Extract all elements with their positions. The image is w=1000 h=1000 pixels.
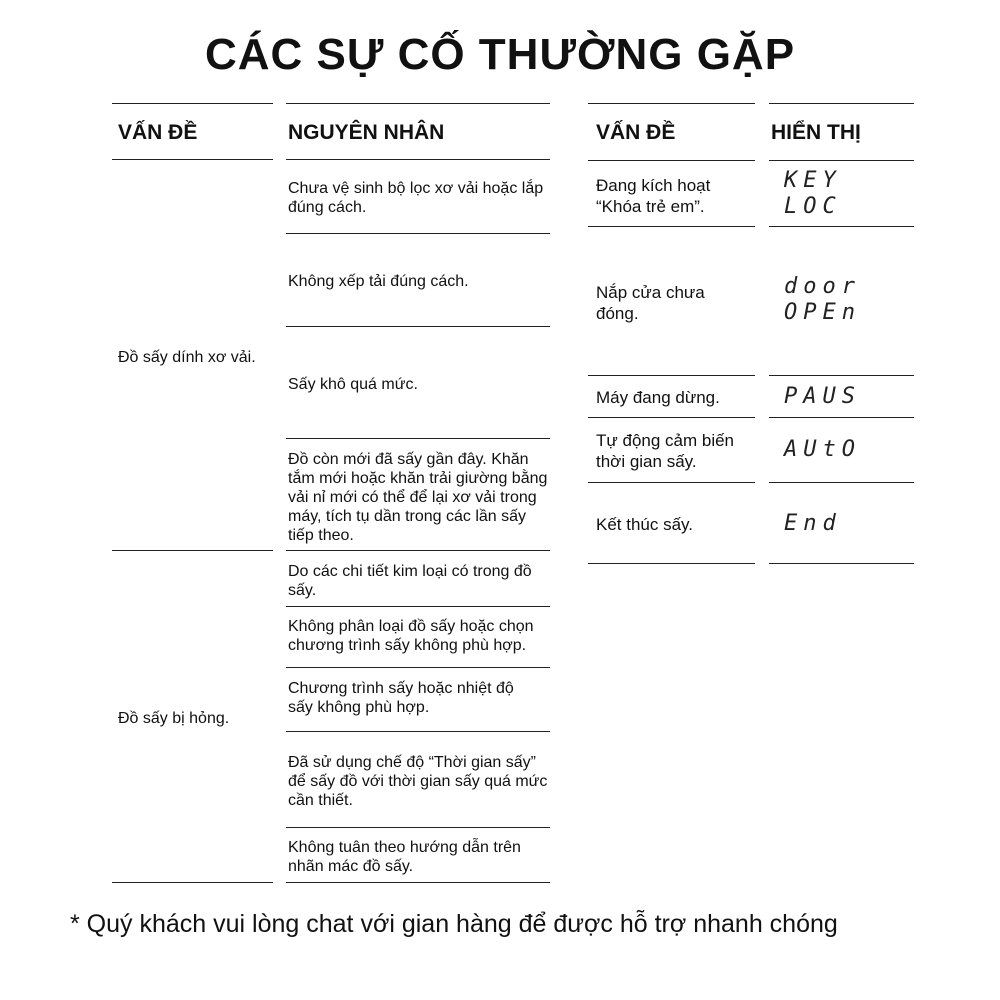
problem-cell: Máy đang dừng. [596,388,720,407]
problem-cell: Nắp cửa chưa đóng. [596,283,705,323]
divider [588,482,755,483]
problem-cell: Đồ sấy bị hỏng. [118,710,230,727]
cause-cell: Đã sử dụng chế độ “Thời gian sấy” để sấy đồ với thời gian sấy quá mức cần thiết. [288,754,548,809]
divider [588,226,755,227]
divider [286,731,550,732]
display-code: door OPEn [784,274,861,325]
problem-cell: Đang kích hoạt “Khóa trẻ em”. [596,176,711,216]
divider [286,438,550,439]
display-code: KEY LOC [784,168,842,219]
display-code: PAUS [784,384,861,409]
divider [588,160,755,161]
page-title: CÁC SỰ CỐ THƯỜNG GẶP [204,30,796,79]
footer-note: * Quý khách vui lòng chat với gian hàng để được hỗ trợ nhanh chóng [70,910,838,938]
divider [286,606,550,607]
cause-cell: Không phân loại đồ sấy hoặc chọn chương trình sấy không phù hợp. [288,618,534,654]
divider [588,417,755,418]
column-header-display: HIỂN THỊ [771,121,861,144]
divider [112,550,273,551]
divider [769,417,914,418]
cause-cell: Sấy khô quá mức. [288,376,418,393]
divider [769,375,914,376]
cause-cell: Không xếp tải đúng cách. [288,273,469,290]
column-header-cause: NGUYÊN NHÂN [288,121,445,144]
display-code: End [784,511,842,536]
divider [112,159,273,160]
problem-cell: Đồ sấy dính xơ vải. [118,349,256,366]
cause-cell: Không tuân theo hướng dẫn trên nhãn mác đồ sấy. [288,839,521,875]
divider [286,159,550,160]
problem-cell: Tự động cảm biến thời gian sấy. [596,431,735,471]
divider [286,233,550,234]
divider [588,103,755,104]
divider [286,827,550,828]
column-header-problem: VẤN ĐỀ [596,121,676,144]
divider [286,103,550,104]
divider [286,550,550,551]
divider [588,563,755,564]
divider [769,226,914,227]
divider [769,160,914,161]
column-header-problem: VẤN ĐỀ [118,121,198,144]
divider [769,563,914,564]
divider [588,375,755,376]
divider [286,667,550,668]
divider [769,103,914,104]
cause-cell: Chương trình sấy hoặc nhiệt độ sấy không phù hợp. [288,680,514,716]
divider [286,882,550,883]
cause-cell: Chưa vệ sinh bộ lọc xơ vải hoặc lắp đúng cách. [288,180,544,216]
problem-cell: Kết thúc sấy. [596,515,694,534]
divider [112,882,273,883]
divider [286,326,550,327]
cause-cell: Đồ còn mới đã sấy gần đây. Khăn tắm mới hoặc khăn trải giường bằng vải nỉ mới có thể để lại xơ vải trong máy, tích tụ dần trong các lần sấy tiếp theo. [288,451,548,544]
cause-cell: Do các chi tiết kim loại có trong đồ sấy. [288,563,532,599]
divider [112,103,273,104]
display-code: AUtO [784,437,861,462]
divider [769,482,914,483]
